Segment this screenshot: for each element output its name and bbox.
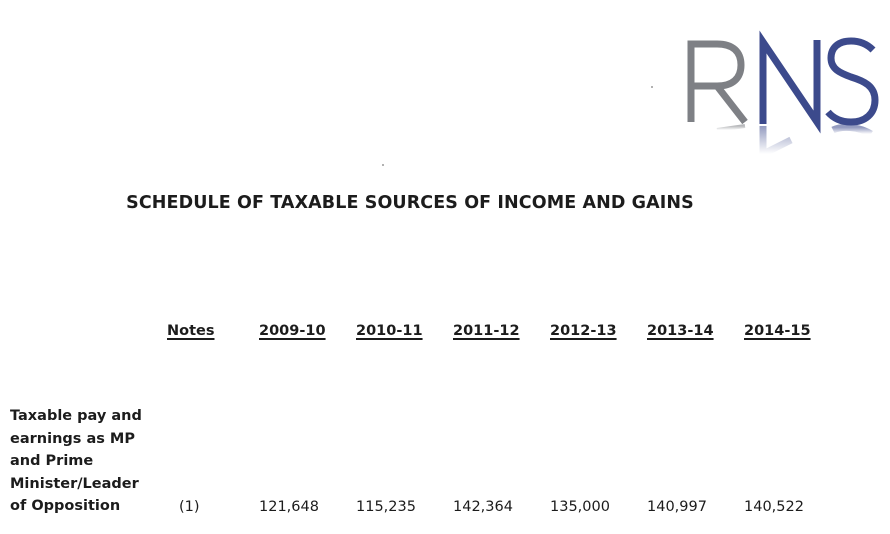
logo-letter-n bbox=[763, 40, 817, 124]
column-header-year: 2011-12 bbox=[453, 323, 520, 339]
row-value: 140,997 bbox=[647, 499, 707, 515]
row-label-line: and Prime bbox=[10, 453, 94, 469]
column-header-year: 2010-11 bbox=[356, 323, 423, 339]
logo-reflection bbox=[691, 126, 871, 158]
row-value: 140,522 bbox=[744, 499, 804, 515]
row-label-line: Minister/Leader bbox=[10, 475, 139, 492]
row-label-line: of Opposition bbox=[10, 498, 121, 514]
row-label-line: Taxable pay and bbox=[10, 408, 142, 424]
scan-speck bbox=[382, 164, 384, 166]
page-title: SCHEDULE OF TAXABLE SOURCES OF INCOME AND GAINS bbox=[126, 193, 694, 213]
row-label bbox=[10, 405, 145, 518]
row-value: 135,000 bbox=[550, 499, 610, 515]
row-value: 142,364 bbox=[453, 499, 513, 515]
logo-letter-r bbox=[691, 44, 745, 122]
scan-speck bbox=[651, 86, 653, 88]
column-header-notes: Notes bbox=[167, 323, 215, 339]
row-note: (1) bbox=[179, 499, 200, 515]
column-header-year: 2009-10 bbox=[259, 323, 326, 339]
rns-logo bbox=[683, 30, 883, 158]
column-header-year: 2013-14 bbox=[647, 323, 714, 339]
column-header-year: 2012-13 bbox=[550, 323, 617, 339]
row-value: 121,648 bbox=[259, 499, 319, 515]
row-value: 115,235 bbox=[356, 499, 416, 515]
row-label-line: earnings as MP bbox=[10, 430, 135, 447]
logo-letter-s bbox=[828, 41, 875, 122]
column-header-year: 2014-15 bbox=[744, 323, 811, 339]
